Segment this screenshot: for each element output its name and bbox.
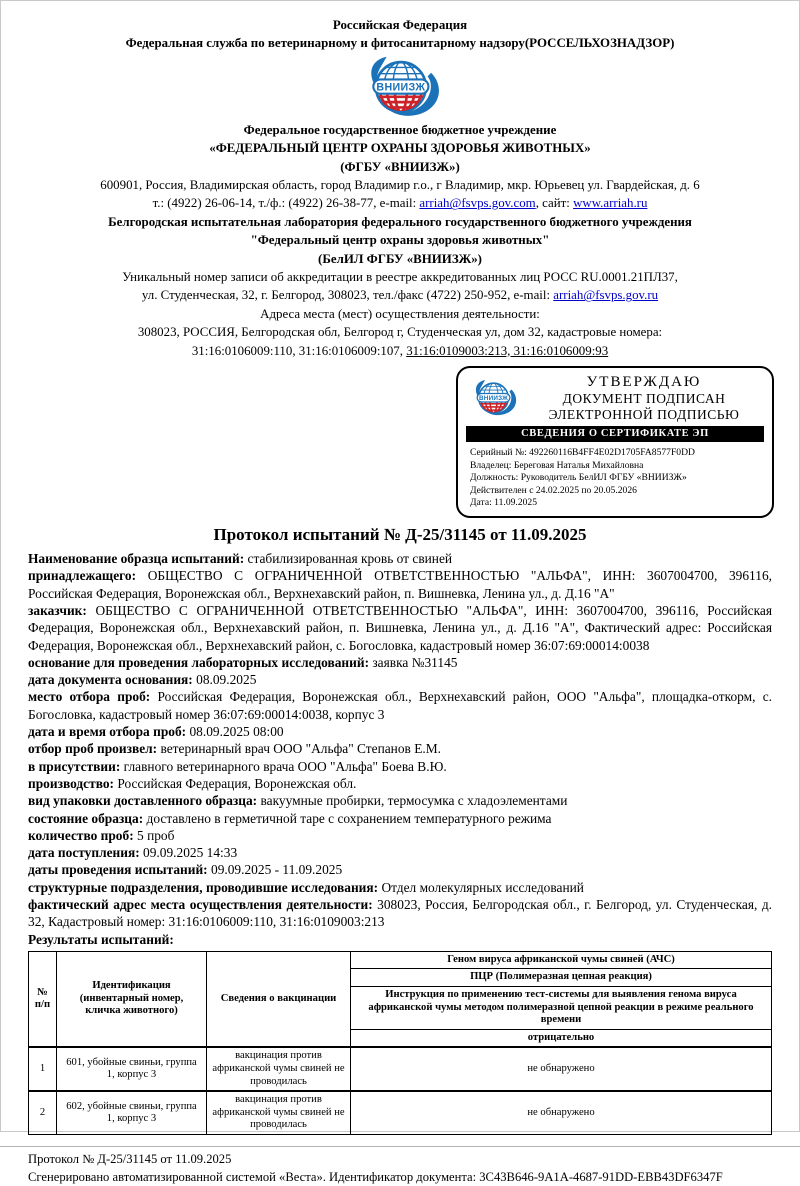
footer-protocol-number: Протокол № Д-25/31145 от 11.09.2025 <box>28 1152 232 1167</box>
stamp-signed-line1: ДОКУМЕНТ ПОДПИСАН <box>562 391 726 407</box>
cadastral-numbers: 31:16:0106009:110, 31:16:0106009:107, 31:16:0109003:213, 31:16:0106009:93 <box>191 343 609 358</box>
lab-name-line2: "Федеральный центр охраны здоровья животных" <box>250 233 550 248</box>
field-receipt-date: дата поступления: 09.09.2025 14:33 <box>28 845 238 861</box>
row-identification: 602, убойные свиньи, группа 1, корпус 3 <box>57 1091 207 1134</box>
field-basis: основание для проведения лабораторных исследований: заявка №31145 <box>28 654 458 670</box>
row-result: не обнаружено <box>351 1047 772 1091</box>
activity-addresses-label: Адреса места (мест) осуществления деятельности: <box>260 306 540 321</box>
col-header-instruction: Инструкция по применению тест-системы для выявления генома вируса африканской чумы методом полимеразной цепной реакции в режиме реального времени <box>351 987 772 1030</box>
row-identification: 601, убойные свиньи, группа 1, корпус 3 <box>57 1047 207 1091</box>
field-actual-address: фактический адрес места осуществления деятельности: 308023, Россия, Белгородская обл., г. Белгород, ул. Студенческая, д. 32, Кадастровый номер: 31:16:0106009:110, 31:16:0109003:213 <box>28 897 772 930</box>
col-header-norm: отрицательно <box>351 1029 772 1047</box>
col-header-test-group: Геном вируса африканской чумы свиней (АЧС) <box>351 951 772 969</box>
field-packaging: вид упаковки доставленного образца: вакуумные пробирки, термосумка с хладоэлементами <box>28 793 568 809</box>
row-num: 2 <box>29 1091 57 1134</box>
approval-stamp <box>456 366 774 518</box>
document-footer <box>0 1147 800 1186</box>
field-sample-condition: состояние образца: доставлено в герметичной таре с сохранением температурного режима <box>28 810 552 826</box>
col-header-vaccination: Сведения о вакцинации <box>207 951 351 1047</box>
row-vaccination: вакцинация против африканской чумы свиней не проводилась <box>207 1091 351 1134</box>
protocol-fields <box>0 550 800 948</box>
table-row <box>29 1047 772 1091</box>
stamp-position: Должность: Руководитель БелИЛ ФГБУ «ВНИИЗЖ» <box>470 472 687 484</box>
stamp-approve-text: УТВЕРЖДАЮ <box>586 374 702 391</box>
col-header-identification: Идентификация (инвентарный номер, кличка животного) <box>57 951 207 1047</box>
field-departments: структурные подразделения, проводившие исследования: Отдел молекулярных исследований <box>28 879 584 895</box>
field-sampled-by: отбор проб произвел: ветеринарный врач ООО "Альфа" Степанов Е.М. <box>28 741 441 757</box>
header-service: Федеральная служба по ветеринарному и фитосанитарному надзору(РОССЕЛЬХОЗНАДЗОР) <box>125 36 675 51</box>
stamp-signed-line2: ЭЛЕКТРОННОЙ ПОДПИСЬЮ <box>548 406 740 422</box>
field-owner: принадлежащего: ОБЩЕСТВО С ОГРАНИЧЕННОЙ ОТВЕТСТВЕННОСТЬЮ "АЛЬФА", ИНН: 3607004700, 396116, Российская Федерация, Воронежская обл., Верхнехавский район, п. Вишневка, Ленина ул., д. Д.16 "А" <box>28 568 772 601</box>
stamp-certificate-bar: СВЕДЕНИЯ О СЕРТИФИКАТЕ ЭП <box>466 426 764 442</box>
accreditation-number: Уникальный номер записи об аккредитации в реестре аккредитованных лиц РОСС RU.0001.21ПЛ37, <box>122 270 678 285</box>
lab-abbr: (БелИЛ ФГБУ «ВНИИЗЖ») <box>318 251 482 266</box>
lab-name-line1: Белгородская испытательная лаборатория федерального государственного бюджетного учреждения <box>108 214 692 229</box>
table-header-row-1 <box>29 951 772 969</box>
row-num: 1 <box>29 1047 57 1091</box>
col-header-method: ПЦР (Полимеразная цепная реакция) <box>351 969 772 987</box>
activity-address: 308023, РОССИЯ, Белгородская обл, Белгород г, Студенческая ул, дом 32, кадастровые номера: <box>137 325 663 340</box>
field-in-presence-of: в присутствии: главного ветеринарного врача ООО "Альфа" Боева В.Ю. <box>28 758 447 774</box>
org-abbr: (ФГБУ «ВНИИЗЖ») <box>340 159 460 174</box>
footer-generated-by: Сгенерировано автоматизированной системой «Веста». Идентификатор документа: 3C43B646-9A1A-4687-91DD-EBB43DF6347F <box>28 1169 723 1184</box>
email-link-lab[interactable]: arriah@fsvps.gov.ru <box>553 288 659 303</box>
protocol-title: Протокол испытаний № Д-25/31145 от 11.09.2025 <box>213 525 587 545</box>
org-name: «ФЕДЕРАЛЬНЫЙ ЦЕНТР ОХРАНЫ ЗДОРОВЬЯ ЖИВОТНЫХ» <box>209 141 591 156</box>
row-result: не обнаружено <box>351 1091 772 1134</box>
site-link[interactable]: www.arriah.ru <box>573 196 648 211</box>
stamp-date: Дата: 11.09.2025 <box>470 497 538 509</box>
row-vaccination: вакцинация против африканской чумы свиней не проводилась <box>207 1047 351 1091</box>
field-production: производство: Российская Федерация, Воронежская обл. <box>28 775 357 791</box>
vniizh-logo-icon <box>353 55 447 119</box>
stamp-serial: Серийный №: 492260116B4FF4E02D1705FA8577F0DD <box>470 447 695 459</box>
stamp-validity: Действителен с 24.02.2025 по 20.05.2026 <box>470 484 637 496</box>
field-sampling-place: место отбора проб: Российская Федерация, Воронежская обл., Верхнехавский район, ООО "Альфа", площадка-откорм, с. Богословка, кадастровый номер 36:07:69:00014:0038, корпус 3 <box>28 689 772 722</box>
field-results-heading: Результаты испытаний: <box>28 931 174 947</box>
field-basis-date: дата документа основания: 08.09.2025 <box>28 672 257 688</box>
field-customer: заказчик: ОБЩЕСТВО С ОГРАНИЧЕННОЙ ОТВЕТСТВЕННОСТЬЮ "АЛЬФА", ИНН: 3607004700, 396116, Российская Федерация, Воронежская обл., Верхнехавский район, п. Вишневка, Ленина ул., д. Д.16 "А", Фактический адрес: Российская Федерация, Воронежская обл., Верхнехавский район, с. Богословка, кадастровый номер 36:07:69:00014:0038 <box>28 602 772 653</box>
field-testing-dates: даты проведения испытаний: 09.09.2025 - 11.09.2025 <box>28 862 343 878</box>
field-sample-count: количество проб: 5 проб <box>28 827 175 843</box>
lab-contacts: ул. Студенческая, 32, г. Белгород, 308023, тел./факс (4722) 250-952, e-mail: arriah@fsvps.gov.ru <box>141 288 659 303</box>
results-table <box>28 951 772 1135</box>
org-contacts: т.: (4922) 26-06-14, т./ф.: (4922) 26-38-77, e-mail: arriah@fsvps.gov.com, сайт: www.arriah.ru <box>152 196 648 211</box>
stamp-vniizh-logo-icon <box>466 379 520 417</box>
field-sample-name: Наименование образца испытаний: стабилизированная кровь от свиней <box>28 551 453 567</box>
header-country: Российская Федерация <box>332 18 468 32</box>
org-type: Федеральное государственное бюджетное учреждение <box>243 122 557 137</box>
email-link-main[interactable]: arriah@fsvps.gov.com <box>419 196 536 211</box>
stamp-owner: Владелец: Береговая Наталья Михайловна <box>470 459 644 471</box>
field-sampling-datetime: дата и время отбора проб: 08.09.2025 08:00 <box>28 724 284 740</box>
document-header <box>0 0 800 360</box>
col-header-num: № п/п <box>29 951 57 1047</box>
table-row <box>29 1091 772 1134</box>
org-address: 600901, Россия, Владимирская область, город Владимир г.о., г Владимир, мкр. Юрьевец ул. Гвардейская, д. 6 <box>100 178 700 193</box>
